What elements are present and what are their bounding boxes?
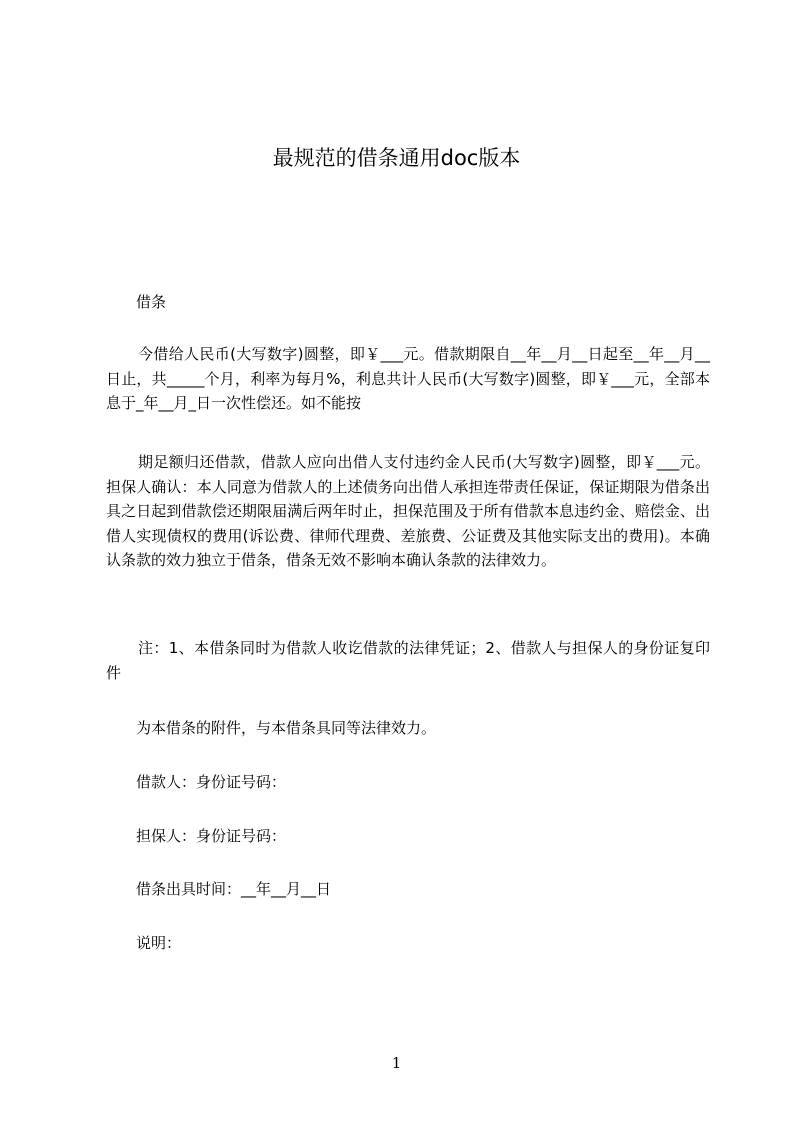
note-paragraph: 注：1、本借条同时为借款人收讫借款的法律凭证；2、借款人与担保人的身份证复印件 (106, 639, 710, 682)
guarantee-paragraph: 期足额归还借款，借款人应向出借人支付违约金人民币(大写数字)圆整，即￥___元。担保人确认：本人同意为借款人的上述债务向出借人承担连带责任保证，保证期限为借条出具之日起到借款偿还期限届满后两年时止，担保范围及于所有借款本息违约金、赔偿金、出借人实现债权的费用(诉讼费、律师代理费、差旅费、公证费及其他实际支出的费用)。本确认条款的效力独立于借条，借条无效不影响本确认条款的法律效力。 (106, 453, 710, 569)
page-number: 1 (391, 1054, 402, 1072)
remarks-line: 说明： (136, 934, 182, 952)
issue-date-line: 借条出具时间：__年__月__日 (136, 880, 332, 898)
loan-terms-paragraph: 今借给人民币(大写数字)圆整，即￥___元。借款期限自__年__月__日起至__年__月__日止，共_____个月，利率为每月%，利息共计人民币(大写数字)圆整，即￥___元，全部本息于_年__月_日一次性偿还。如不能按 (106, 345, 710, 412)
document-title: 最规范的借条通用doc版本 (272, 146, 521, 170)
guarantor-line: 担保人：身份证号码： (136, 827, 287, 845)
attachment-note: 为本借条的附件，与本借条具同等法律效力。 (136, 719, 437, 737)
borrower-line: 借款人：身份证号码： (136, 773, 287, 791)
document-heading: 借条 (136, 293, 167, 311)
